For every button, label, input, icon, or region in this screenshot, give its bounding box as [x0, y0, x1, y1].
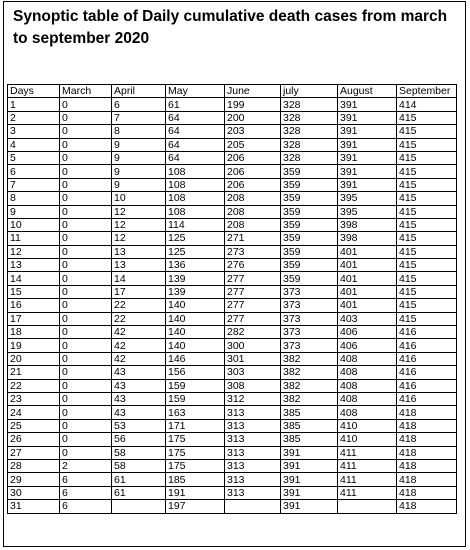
- table-cell: 385: [281, 433, 338, 446]
- table-cell: 391: [281, 486, 338, 499]
- table-row: [8, 446, 457, 459]
- table-row: [8, 326, 457, 339]
- table-cell: 391: [281, 446, 338, 459]
- table-cell: 415: [397, 151, 457, 164]
- table-cell: 373: [281, 326, 338, 339]
- table-cell: 359: [281, 245, 338, 258]
- column-header: july: [281, 85, 338, 98]
- table-cell: 108: [166, 192, 225, 205]
- table-cell: 156: [166, 366, 225, 379]
- table-cell: 19: [8, 339, 60, 352]
- table-cell: 23: [8, 392, 60, 405]
- table-cell: 6: [112, 98, 166, 111]
- table-cell: 391: [338, 178, 397, 191]
- table-cell: 12: [112, 218, 166, 231]
- table-cell: 415: [397, 245, 457, 258]
- table-cell: 22: [112, 312, 166, 325]
- table-row: [8, 366, 457, 379]
- table-row: [8, 192, 457, 205]
- table-cell: [112, 500, 166, 513]
- table-cell: 401: [338, 272, 397, 285]
- table-cell: 199: [225, 98, 281, 111]
- table-cell: 0: [60, 218, 112, 231]
- table-cell: 415: [397, 299, 457, 312]
- table-cell: 0: [60, 165, 112, 178]
- table-cell: 56: [112, 433, 166, 446]
- table-cell: 9: [112, 178, 166, 191]
- table-cell: 391: [338, 98, 397, 111]
- table-cell: 328: [281, 125, 338, 138]
- table-cell: 61: [112, 486, 166, 499]
- table-cell: 21: [8, 366, 60, 379]
- table-row: [8, 433, 457, 446]
- table-cell: 136: [166, 259, 225, 272]
- table-cell: 0: [60, 366, 112, 379]
- table-cell: 359: [281, 192, 338, 205]
- table-cell: 415: [397, 125, 457, 138]
- table-cell: 391: [281, 500, 338, 513]
- table-cell: 43: [112, 379, 166, 392]
- table-cell: 276: [225, 259, 281, 272]
- table-cell: 408: [338, 406, 397, 419]
- table-cell: 313: [225, 406, 281, 419]
- table-cell: 415: [397, 178, 457, 191]
- table-cell: 31: [8, 500, 60, 513]
- table-cell: 139: [166, 272, 225, 285]
- table-cell: 64: [166, 125, 225, 138]
- table-cell: 406: [338, 326, 397, 339]
- table-row: [8, 392, 457, 405]
- table-cell: 175: [166, 446, 225, 459]
- table-row: [8, 312, 457, 325]
- table-cell: 0: [60, 259, 112, 272]
- table-cell: 13: [8, 259, 60, 272]
- table-cell: 208: [225, 192, 281, 205]
- table-cell: 108: [166, 178, 225, 191]
- table-cell: 29: [8, 473, 60, 486]
- table-cell: 373: [281, 312, 338, 325]
- table-row: [8, 500, 457, 513]
- table-cell: 163: [166, 406, 225, 419]
- table-cell: 416: [397, 326, 457, 339]
- table-cell: 159: [166, 392, 225, 405]
- table-row: [8, 419, 457, 432]
- table-row: [8, 379, 457, 392]
- table-cell: 30: [8, 486, 60, 499]
- table-row: [8, 178, 457, 191]
- table-cell: 11: [8, 232, 60, 245]
- table-cell: 418: [397, 473, 457, 486]
- table-cell: 9: [112, 138, 166, 151]
- table-cell: 408: [338, 352, 397, 365]
- table-cell: 398: [338, 218, 397, 231]
- table-cell: 61: [112, 473, 166, 486]
- table-row: [8, 459, 457, 472]
- table-cell: 9: [8, 205, 60, 218]
- table-cell: 14: [112, 272, 166, 285]
- table-cell: 391: [281, 459, 338, 472]
- table-row: [8, 125, 457, 138]
- column-header: Days: [8, 85, 60, 98]
- table-cell: 208: [225, 205, 281, 218]
- table-cell: 277: [225, 285, 281, 298]
- table-cell: 0: [60, 339, 112, 352]
- table-cell: 313: [225, 446, 281, 459]
- column-header: June: [225, 85, 281, 98]
- table-cell: 64: [166, 151, 225, 164]
- table-cell: 9: [112, 165, 166, 178]
- table-cell: 20: [8, 352, 60, 365]
- table-cell: 391: [338, 151, 397, 164]
- table-cell: 12: [8, 245, 60, 258]
- table-row: [8, 218, 457, 231]
- table-cell: 108: [166, 205, 225, 218]
- table-row: [8, 272, 457, 285]
- table-cell: 416: [397, 379, 457, 392]
- table-cell: 140: [166, 299, 225, 312]
- table-cell: 313: [225, 433, 281, 446]
- table-cell: 205: [225, 138, 281, 151]
- table-cell: 408: [338, 366, 397, 379]
- column-header: May: [166, 85, 225, 98]
- table-cell: 171: [166, 419, 225, 432]
- table-cell: 0: [60, 419, 112, 432]
- table-cell: 391: [338, 165, 397, 178]
- table-cell: 185: [166, 473, 225, 486]
- table-cell: 6: [60, 500, 112, 513]
- table-cell: 0: [60, 379, 112, 392]
- table-cell: 359: [281, 272, 338, 285]
- table-cell: 206: [225, 178, 281, 191]
- table-cell: 7: [112, 111, 166, 124]
- table-cell: 415: [397, 165, 457, 178]
- table-cell: 42: [112, 326, 166, 339]
- table-cell: 206: [225, 165, 281, 178]
- table-cell: 22: [112, 299, 166, 312]
- table-cell: 2: [60, 459, 112, 472]
- table-cell: 13: [112, 245, 166, 258]
- table-cell: 328: [281, 98, 338, 111]
- table-cell: 418: [397, 446, 457, 459]
- table-cell: 15: [8, 285, 60, 298]
- table-cell: 373: [281, 299, 338, 312]
- table-cell: 140: [166, 339, 225, 352]
- table-row: [8, 406, 457, 419]
- table-cell: 308: [225, 379, 281, 392]
- table-cell: 328: [281, 111, 338, 124]
- table-cell: 415: [397, 218, 457, 231]
- table-cell: 414: [397, 98, 457, 111]
- table-cell: 5: [8, 151, 60, 164]
- table-row: [8, 205, 457, 218]
- table-row: [8, 138, 457, 151]
- table-cell: 0: [60, 285, 112, 298]
- table-cell: 61: [166, 98, 225, 111]
- table-cell: 108: [166, 165, 225, 178]
- table-cell: 359: [281, 205, 338, 218]
- table-cell: 0: [60, 245, 112, 258]
- table-cell: 24: [8, 406, 60, 419]
- table-cell: 401: [338, 259, 397, 272]
- table-cell: 64: [166, 111, 225, 124]
- table-cell: 25: [8, 419, 60, 432]
- table-cell: 271: [225, 232, 281, 245]
- table-cell: 17: [112, 285, 166, 298]
- table-cell: 415: [397, 285, 457, 298]
- table-cell: 382: [281, 379, 338, 392]
- table-cell: 10: [112, 192, 166, 205]
- table-cell: 300: [225, 339, 281, 352]
- table-cell: 191: [166, 486, 225, 499]
- table-cell: 0: [60, 272, 112, 285]
- table-cell: 0: [60, 205, 112, 218]
- table-cell: 114: [166, 218, 225, 231]
- table-cell: 301: [225, 352, 281, 365]
- table-cell: 206: [225, 151, 281, 164]
- table-cell: 0: [60, 125, 112, 138]
- table-cell: 0: [60, 406, 112, 419]
- table-cell: 359: [281, 259, 338, 272]
- table-cell: 415: [397, 272, 457, 285]
- table-cell: 43: [112, 392, 166, 405]
- table-cell: 0: [60, 446, 112, 459]
- table-cell: 273: [225, 245, 281, 258]
- table-cell: 401: [338, 299, 397, 312]
- table-cell: 411: [338, 446, 397, 459]
- table-cell: 0: [60, 98, 112, 111]
- table-body: [8, 85, 457, 514]
- table-cell: 418: [397, 433, 457, 446]
- table-cell: 22: [8, 379, 60, 392]
- table-cell: 9: [112, 151, 166, 164]
- table-cell: 203: [225, 125, 281, 138]
- table-cell: 418: [397, 419, 457, 432]
- table-cell: [225, 500, 281, 513]
- table-cell: 42: [112, 352, 166, 365]
- table-cell: 0: [60, 178, 112, 191]
- table-cell: 8: [8, 192, 60, 205]
- table-cell: 0: [60, 111, 112, 124]
- table-cell: 398: [338, 232, 397, 245]
- table-row: [8, 232, 457, 245]
- table-row: [8, 285, 457, 298]
- table-cell: 28: [8, 459, 60, 472]
- table-cell: 373: [281, 339, 338, 352]
- table-cell: 58: [112, 459, 166, 472]
- column-header: April: [112, 85, 166, 98]
- table-cell: 313: [225, 473, 281, 486]
- table-cell: 418: [397, 500, 457, 513]
- table-cell: 328: [281, 151, 338, 164]
- table-cell: 391: [338, 111, 397, 124]
- table-cell: 401: [338, 285, 397, 298]
- table-cell: 0: [60, 151, 112, 164]
- table-cell: 415: [397, 205, 457, 218]
- table-cell: 415: [397, 192, 457, 205]
- table-cell: 17: [8, 312, 60, 325]
- table-cell: 139: [166, 285, 225, 298]
- table-cell: 411: [338, 473, 397, 486]
- table-cell: 277: [225, 299, 281, 312]
- table-row: [8, 111, 457, 124]
- table-cell: 146: [166, 352, 225, 365]
- table-cell: 406: [338, 339, 397, 352]
- table-cell: 395: [338, 192, 397, 205]
- table-cell: 6: [8, 165, 60, 178]
- table-cell: 0: [60, 326, 112, 339]
- table-cell: 200: [225, 111, 281, 124]
- table-row: [8, 245, 457, 258]
- table-cell: 359: [281, 165, 338, 178]
- table-row: [8, 486, 457, 499]
- table-cell: 3: [8, 125, 60, 138]
- table-cell: 175: [166, 433, 225, 446]
- table-cell: 10: [8, 218, 60, 231]
- table-cell: 415: [397, 232, 457, 245]
- table-cell: 175: [166, 459, 225, 472]
- table-cell: 410: [338, 419, 397, 432]
- table-row: [8, 151, 457, 164]
- table-cell: 416: [397, 352, 457, 365]
- column-header: March: [60, 85, 112, 98]
- table-row: [8, 339, 457, 352]
- table-cell: 328: [281, 138, 338, 151]
- table-cell: 277: [225, 312, 281, 325]
- table-cell: 391: [338, 125, 397, 138]
- table-cell: 1: [8, 98, 60, 111]
- table-cell: 43: [112, 406, 166, 419]
- table-cell: 4: [8, 138, 60, 151]
- table-cell: 303: [225, 366, 281, 379]
- table-cell: 408: [338, 379, 397, 392]
- table-cell: 391: [338, 138, 397, 151]
- table-cell: 416: [397, 366, 457, 379]
- table-cell: 408: [338, 392, 397, 405]
- table-cell: 403: [338, 312, 397, 325]
- table-cell: 0: [60, 433, 112, 446]
- table-cell: 359: [281, 232, 338, 245]
- data-table: [7, 84, 457, 514]
- table-cell: 16: [8, 299, 60, 312]
- table-cell: 313: [225, 419, 281, 432]
- table-cell: 26: [8, 433, 60, 446]
- table-cell: 382: [281, 392, 338, 405]
- table-cell: 382: [281, 352, 338, 365]
- table-cell: 359: [281, 218, 338, 231]
- table-cell: 0: [60, 299, 112, 312]
- table-cell: 7: [8, 178, 60, 191]
- table-cell: 140: [166, 326, 225, 339]
- table-title: Synoptic table of Daily cumulative death cases from march to september 2020: [13, 8, 448, 47]
- table-cell: 415: [397, 138, 457, 151]
- table-cell: 277: [225, 272, 281, 285]
- table-cell: 0: [60, 392, 112, 405]
- column-header: August: [338, 85, 397, 98]
- table-cell: 197: [166, 500, 225, 513]
- table-cell: 313: [225, 486, 281, 499]
- table-row: [8, 299, 457, 312]
- table-cell: 418: [397, 486, 457, 499]
- table-cell: 415: [397, 111, 457, 124]
- table-cell: 313: [225, 459, 281, 472]
- table-cell: 6: [60, 486, 112, 499]
- table-cell: 415: [397, 259, 457, 272]
- table-row: [8, 259, 457, 272]
- table-cell: 8: [112, 125, 166, 138]
- table-cell: 0: [60, 312, 112, 325]
- table-cell: 411: [338, 486, 397, 499]
- table-cell: 2: [8, 111, 60, 124]
- table-cell: 418: [397, 406, 457, 419]
- table-cell: 373: [281, 285, 338, 298]
- table-cell: 385: [281, 406, 338, 419]
- table-cell: 64: [166, 138, 225, 151]
- table-cell: 411: [338, 459, 397, 472]
- table-cell: 382: [281, 366, 338, 379]
- table-cell: 125: [166, 232, 225, 245]
- table-cell: 58: [112, 446, 166, 459]
- table-cell: 53: [112, 419, 166, 432]
- table-cell: 14: [8, 272, 60, 285]
- table-cell: 410: [338, 433, 397, 446]
- table-cell: 418: [397, 459, 457, 472]
- table-cell: 18: [8, 326, 60, 339]
- table-cell: 395: [338, 205, 397, 218]
- header-row: [8, 85, 457, 98]
- table-row: [8, 98, 457, 111]
- table-cell: 159: [166, 379, 225, 392]
- table-cell: 385: [281, 419, 338, 432]
- table-cell: 12: [112, 232, 166, 245]
- table-cell: 282: [225, 326, 281, 339]
- table-cell: 125: [166, 245, 225, 258]
- table-cell: 208: [225, 218, 281, 231]
- table-cell: 391: [281, 473, 338, 486]
- table-cell: 312: [225, 392, 281, 405]
- table-cell: 42: [112, 339, 166, 352]
- column-header: September: [397, 85, 457, 98]
- table-cell: 416: [397, 392, 457, 405]
- table-cell: 0: [60, 352, 112, 365]
- table-cell: 401: [338, 245, 397, 258]
- table-cell: 43: [112, 366, 166, 379]
- table-cell: 0: [60, 192, 112, 205]
- table-cell: 140: [166, 312, 225, 325]
- table-cell: 0: [60, 138, 112, 151]
- table-cell: 359: [281, 178, 338, 191]
- table-cell: 27: [8, 446, 60, 459]
- table-cell: 6: [60, 473, 112, 486]
- table-cell: 12: [112, 205, 166, 218]
- table-cell: 13: [112, 259, 166, 272]
- table-cell: 416: [397, 339, 457, 352]
- table-cell: 0: [60, 232, 112, 245]
- table-cell: [338, 500, 397, 513]
- table-row: [8, 165, 457, 178]
- table-row: [8, 473, 457, 486]
- table-cell: 415: [397, 312, 457, 325]
- table-row: [8, 352, 457, 365]
